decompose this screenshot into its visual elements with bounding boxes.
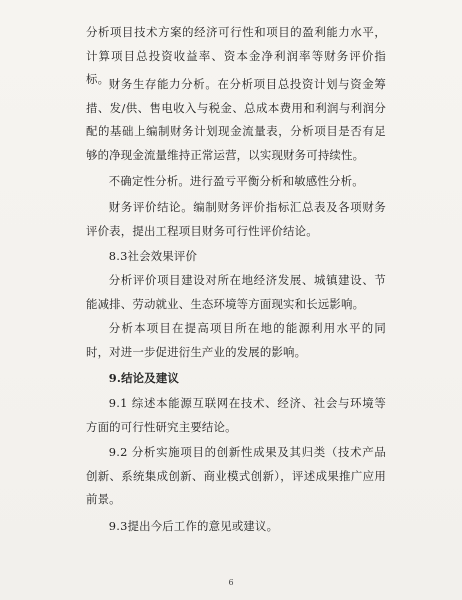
paragraph-industry-effect: 分析本项目在提高项目所在地的能源利用水平的同时，对进一步促进衍生产业的发展的影响。: [86, 321, 386, 359]
heading-8-3-social-evaluation: 8.3社会效果评价: [108, 249, 198, 263]
paragraph-social-impact: 分析评价项目建设对所在地经济发展、城镇建设、节能减排、劳动就业、生态环境等方面现实和长远影响。: [86, 273, 386, 311]
paragraph-uncertainty-analysis: 不确定性分析。进行盈亏平衡分析和敏感性分析。: [108, 174, 364, 188]
paragraph-9-1: 9.1 综述本能源互联网在技术、经济、社会与环境等方面的可行性研究主要结论。: [86, 396, 386, 434]
heading-9-conclusions: 9.结论及建议: [108, 371, 180, 385]
paragraph-financial-viability: 财务生存能力分析。在分析项目总投资计划与资金筹措、发/供、售电收入与税金、总成本费用和利润与利润分配的基础上编制财务计划现金流量表，分析项目是否有足够的净现金流量维持正常运营，以实现财务可持续性。: [86, 77, 386, 162]
page-number: 6: [228, 578, 234, 587]
paragraph-9-3: 9.3提出今后工作的意见或建议。: [108, 519, 279, 533]
paragraph-financial-indicators: 分析项目技术方案的经济可行性和项目的盈利能力水平，计算项目总投资收益率、资本金净利润率等财务评价指标。: [86, 25, 386, 86]
paragraph-9-2: 9.2 分析实施项目的创新性成果及其归类（技术产品创新、系统集成创新、商业模式创新），评述成果推广应用前景。: [86, 445, 386, 506]
paragraph-financial-conclusion: 财务评价结论。编制财务评价指标汇总表及各项财务评价表，提出工程项目财务可行性评价结论。: [86, 200, 386, 238]
